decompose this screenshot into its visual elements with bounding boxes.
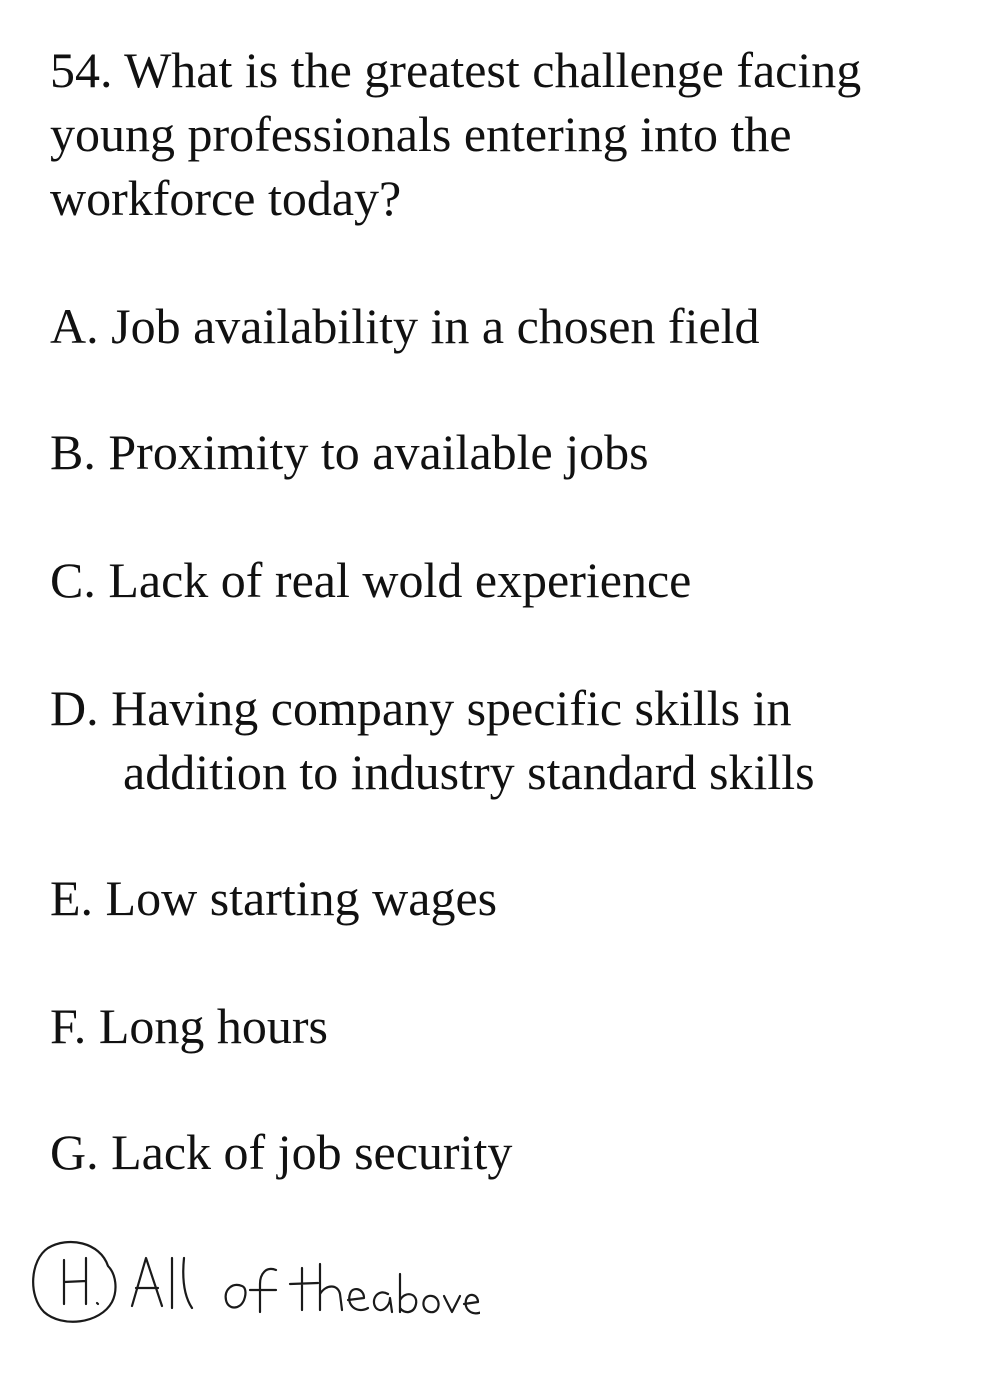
- handwritten-letter-e2: [464, 1295, 480, 1313]
- option-c: [50, 548, 970, 612]
- option-letter: D.: [50, 680, 99, 736]
- handwritten-letter-f: [250, 1269, 276, 1312]
- handwritten-letter-e: [348, 1289, 368, 1310]
- handwritten-answer-drawing: [20, 1228, 480, 1338]
- option-letter: C.: [50, 552, 96, 608]
- handwritten-letter-t: [290, 1268, 318, 1310]
- handwritten-period: [97, 1303, 98, 1304]
- handwritten-letter-b: [400, 1274, 416, 1312]
- question-line: 54. What is the greatest challenge facing: [50, 42, 862, 98]
- option-text: Proximity to available jobs: [108, 424, 649, 480]
- handwritten-letter-a: [132, 1258, 162, 1306]
- question-line: workforce today?: [50, 170, 402, 226]
- option-d: [50, 676, 970, 804]
- option-g: [50, 1120, 970, 1184]
- handwritten-letter-h2: [320, 1264, 342, 1310]
- option-text: Having company specific skills in: [111, 680, 792, 736]
- handwritten-letter-a2: [374, 1292, 392, 1312]
- option-f: [50, 994, 970, 1058]
- question-line: young professionals entering into the: [50, 106, 792, 162]
- handwritten-letter-v: [444, 1296, 460, 1312]
- handwritten-answer: [20, 1228, 480, 1338]
- option-text: Lack of job security: [111, 1124, 513, 1180]
- option-letter: E.: [50, 870, 94, 926]
- handwritten-letter-h: [64, 1258, 86, 1304]
- option-e: [50, 866, 970, 930]
- option-b: [50, 420, 970, 484]
- handwritten-letter-o2: [423, 1296, 438, 1312]
- option-text: Job availability in a chosen field: [111, 298, 760, 354]
- option-text: Low starting wages: [105, 870, 498, 926]
- option-text: Lack of real wold experience: [108, 552, 692, 608]
- option-letter: B.: [50, 424, 96, 480]
- option-letter: F.: [50, 998, 87, 1054]
- handwritten-letter-l2: [183, 1258, 192, 1308]
- option-a: [50, 294, 970, 358]
- option-letter: A.: [50, 298, 99, 354]
- question-text: [50, 38, 950, 230]
- handwritten-letter-o: [226, 1285, 246, 1308]
- option-text: Long hours: [98, 998, 328, 1054]
- option-letter: G.: [50, 1124, 99, 1180]
- option-text-continuation: addition to industry standard skills: [123, 744, 815, 800]
